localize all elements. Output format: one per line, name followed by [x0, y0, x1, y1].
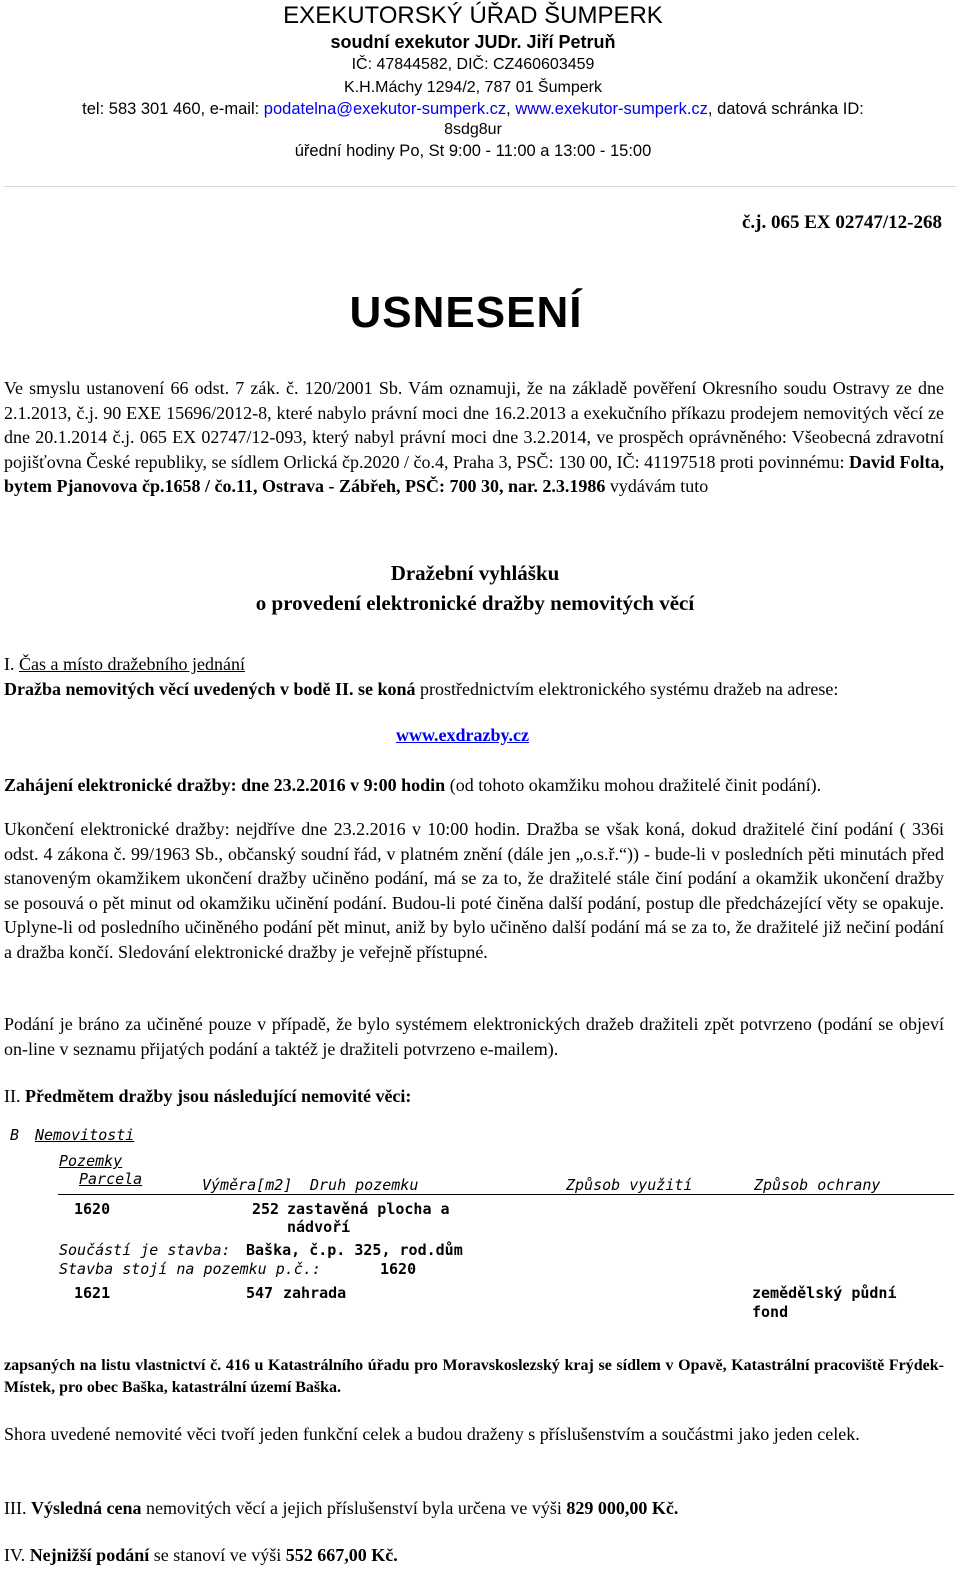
col-vyuziti: Způsob využití [566, 1176, 693, 1194]
lowest-bid: 552 667,00 Kč. [285, 1545, 398, 1565]
bid-confirmation [4, 1012, 944, 1061]
cadastre-section-b: B [10, 1126, 20, 1144]
row1-parcela: 1620 [74, 1200, 111, 1218]
notice-title: Dražební vyhlášku [390, 561, 560, 585]
row1-vymera: 252 [252, 1200, 280, 1218]
section-2-number: II. [4, 1086, 25, 1106]
auction-url-link[interactable]: www.exdrazby.cz [396, 725, 529, 745]
col-druh: Druh pozemku [310, 1176, 419, 1194]
office-address: K.H.Máchy 1294/2, 787 01 Šumperk [344, 79, 602, 96]
component-value: Baška, č.p. 325, rod.dům [246, 1241, 463, 1259]
section-4-text: se stanoví ve výši [149, 1545, 286, 1565]
databox-id: 8sdg8ur [444, 121, 502, 138]
intro-end: vydávám tuto [605, 476, 709, 496]
website-link[interactable]: www.exekutor-sumperk.cz [515, 100, 708, 118]
cadastre-heading: Nemovitosti [35, 1126, 135, 1144]
auction-place: prostřednictvím elektronického systému dražeb na adrese: [415, 678, 839, 699]
cadastre-extract [0, 1120, 960, 1330]
company-ids: IČ: 47844582, DIČ: CZ460603459 [351, 56, 595, 73]
section-3-heading: Výsledná cena [30, 1498, 142, 1518]
section-1-heading: Čas a místo dražebního jednání [19, 654, 245, 674]
section-4-number: IV. [4, 1545, 30, 1565]
col-parcela: Parcela [79, 1170, 143, 1188]
office-name: EXEKUTORSKÝ ÚŘAD ŠUMPERK [283, 2, 663, 29]
office-hours: úřední hodiny Po, St 9:00 - 11:00 a 13:00 - 15:00 [294, 142, 652, 160]
cadastre-lands: Pozemky [59, 1152, 123, 1170]
row2-parcela: 1621 [74, 1284, 111, 1302]
auction-subject: Dražba nemovitých věcí uvedených v bodě II. [4, 678, 354, 699]
component-label: Součástí je stavba: [59, 1241, 231, 1259]
registry-note [4, 1355, 944, 1399]
col-ochrana: Způsob ochrany [754, 1176, 881, 1194]
registry-text: zapsaných na listu vlastnictví č. 416 u Katastrálního úřadu pro Moravskoslezský kraj se sídlem v Opavě, Katastrální pracoviště Frýdek-Místek, pro obec Baška, katastrální území Baška. [4, 1357, 944, 1396]
resulting-price: 829 000,00 Kč. [566, 1498, 679, 1518]
cadastre-rule [58, 1194, 954, 1195]
page-title: USNESENÍ [349, 288, 583, 337]
section-4 [4, 1543, 944, 1568]
section-1-number: I. [4, 654, 19, 674]
whole-unit-note [4, 1422, 944, 1447]
section-3-text: nemovitých věcí a jejich příslušenství byla určena ve výši [141, 1498, 567, 1518]
separator: , [506, 100, 516, 118]
row2-druh: zahrada [283, 1284, 347, 1302]
row1-druh-cont: nádvoří [287, 1218, 351, 1236]
notice-subtitle: o provedení elektronické dražby nemovitých věcí [255, 591, 695, 615]
executor-name: soudní exekutor JUDr. Jiří Petruň [330, 32, 616, 52]
email-link[interactable]: podatelna@exekutor-sumperk.cz [263, 100, 507, 118]
auction-start-note: (od tohoto okamžiku mohou dražitelé činit podání). [445, 775, 822, 795]
intro-paragraph [4, 376, 944, 499]
section-3 [4, 1496, 944, 1521]
databox-label: , datová schránka ID: [707, 100, 864, 118]
section-2 [4, 1084, 944, 1109]
whole-unit-text: Shora uvedené nemovité věci tvoří jeden funkční celek a budou draženy s příslušenstvím a součástmi jako jeden celek. [4, 1424, 860, 1444]
case-number: č.j. 065 EX 02747/12-268 [741, 212, 942, 233]
section-1 [4, 652, 944, 701]
auction-end [4, 817, 944, 964]
intro-text: Ve smyslu ustanovení 66 odst. 7 zák. č. 120/2001 Sb. Vám oznamuji, že na základě pověření Okresního soudu Ostravy ze dne 2.1.2013, č.j. 90 EXE 15696/2012-8, které nabylo právní moci dne 16.2.2013 a exekučního příkazu prodejem nemovitých věcí ze dne 20.1.2014 č.j. 065 EX 02747/12-093, který nabyl právní moci dne 3.2.2014, ve prospěch oprávněného: Všeobecná zdravotní pojišťovna České republiky, se sídlem Orlická čp.2020 / čo.4, Praha 3, PSČ: 130 00, IČ: 41197518 proti povinnému: [4, 378, 944, 472]
row2-ochrana-cont: fond [752, 1303, 789, 1321]
auction-start-time: Zahájení elektronické dražby: dne 23.2.2016 v 9:00 hodin [4, 775, 446, 795]
header-divider [4, 186, 956, 187]
row2-vymera: 547 [246, 1284, 274, 1302]
bid-confirmation-text: Podání je bráno za učiněné pouze v případě, že bylo systémem elektronických dražeb dražiteli zpět potvrzeno (podání se objeví on-line v seznamu přijatých podání a taktéž je dražiteli potvrzeno e-mailem). [4, 1014, 944, 1059]
debtor: David Folta, bytem Pjanovova čp.1658 / čo.11, Ostrava - Zábřeh, PSČ: 700 30, nar. 2.3.1986 [4, 451, 944, 496]
contact-line [0, 100, 946, 119]
col-vymera: Výměra[m2] [202, 1176, 293, 1194]
section-2-heading: Předmětem dražby jsou následující nemovité věci: [25, 1086, 412, 1106]
row2-ochrana: zemědělský půdní [752, 1284, 897, 1302]
auction-start [4, 773, 944, 798]
section-3-number: III. [4, 1498, 31, 1518]
building-on-label: Stavba stojí na pozemku p.č.: [59, 1260, 321, 1278]
contact-prefix: tel: 583 301 460, e-mail: [82, 100, 264, 118]
auction-held: se koná [353, 678, 416, 699]
section-4-heading: Nejnižší podání [29, 1545, 150, 1565]
auction-end-text: Ukončení elektronické dražby: nejdříve dne 23.2.2016 v 10:00 hodin. Dražba se však koná, dokud dražitelé činí podání ( 336i odst. 4 zákona č. 99/1963 Sb., občanský soudní řád, v platném znění (dále jen „o.s.ř.“)) - bude-li v posledních pěti minutách před stanoveným okamžikem ukončení dražby učiněno podání, má se za to, že dražitelé stále činí podání a okamžik ukončení dražby se posouvá o pět minut od okamžiku učinění podání. Budou-li poté činěna další podání, postup dle předcházející věty se opakuje. Uplyne-li od posledního učiněného podání pět minut, aniž by bylo učiněno další podání má se za to, že dražitelé již nečiní podání a dražba končí. Sledování elektronické dražby je veřejně přístupné. [4, 819, 944, 962]
building-on-value: 1620 [380, 1260, 417, 1278]
row1-druh: zastavěná plocha a [287, 1200, 450, 1218]
